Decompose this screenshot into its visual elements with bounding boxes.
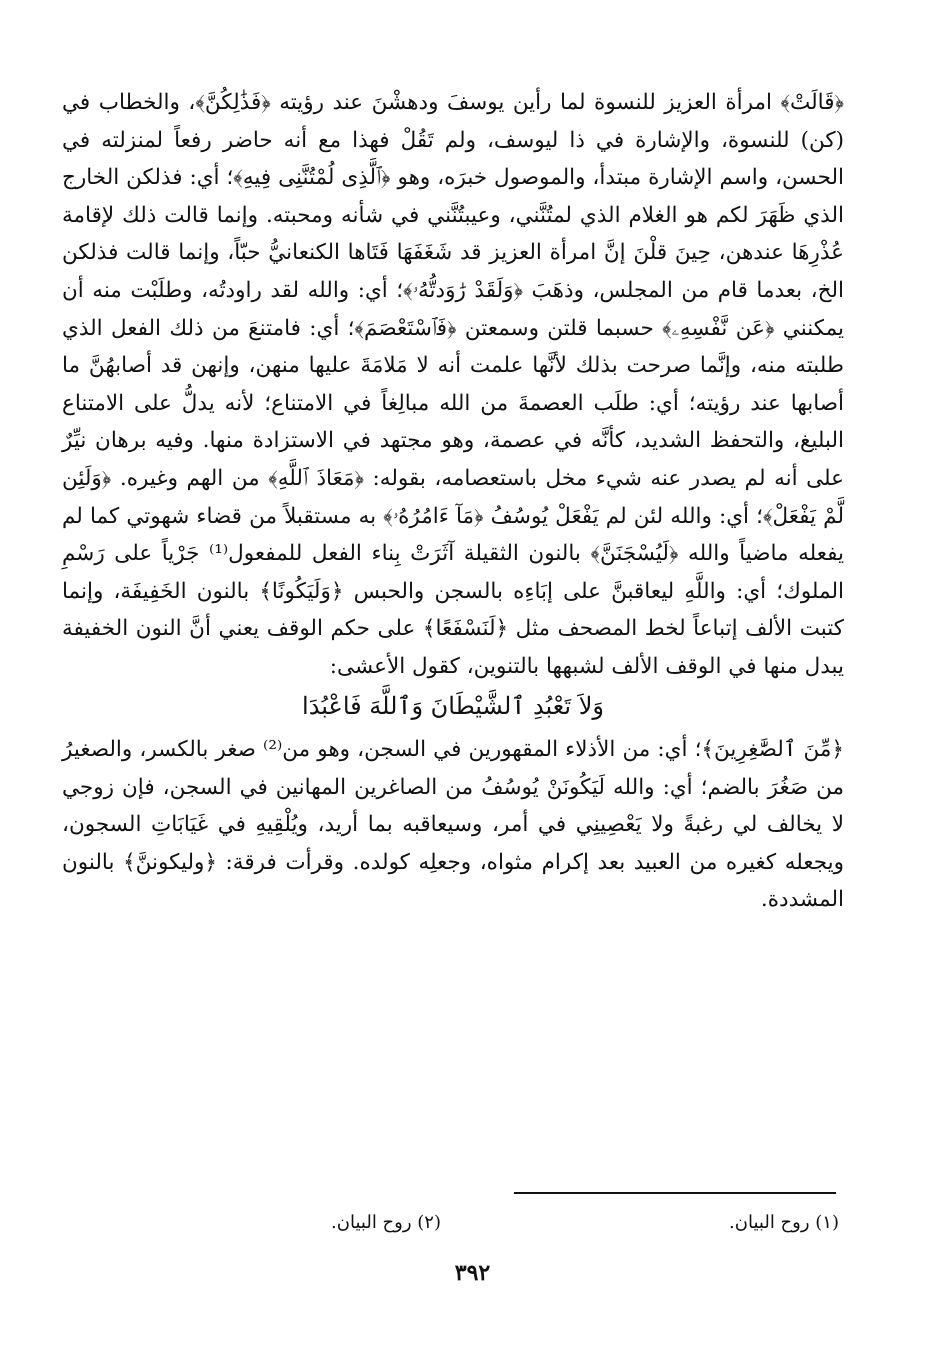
poetry-verse: وَلاَ تَعْبُدِ ٱلشَّيْطَانَ وَٱللَّهَ فَاعْبُدَا (302, 691, 604, 720)
paragraph-2: ﴿مِّنَ ٱلصَّٰغِرِينَ﴾؛ أي: من الأذلاء المقهورين في السجن، وهو من⁽²⁾ صغر بالكسر، والصغيرُ من صَغُرَ بالضم؛ أي: والله لَيَكُونَنْ يُوسُفُ من الصاغرين المهانين في السجن، فإن زوجي لا يخالف لي رغبةً ولا يَعْصِينِي في أمر، وسيعاقبه بما أريد، ويُلْقِيهِ في غَيَابَاتِ السجون، ويجعله كغيره من العبيد بعد إكرام مثواه، وجعلِه كولده. وقرأت فرقة: ﴿وليكوننَّ﴾ بالنون المشددة. (62, 737, 844, 913)
footnote-separator (514, 1192, 836, 1194)
footnote-1: (١) روح البيان. (729, 1212, 839, 1233)
paragraph-1: ﴿قَالَتْ﴾ امرأة العزيز للنسوة لما رأين يوسفَ ودهشْنَ عند رؤيته ﴿فَذَٰلِكُنَّ﴾، والخطاب في (كن) للنسوة، والإشارة في ذا ليوسف، ولم تَقُلْ فهذا مع أنه حاضر رفعاً لمنزلته في الحسن، واسم الإشارة مبتدأ، والموصول خبرَه، وهو ﴿ٱلَّذِى لُمْتُنَّنِى فِيهِ﴾؛ أي: فذلكن الخارج الذي ظَهَرَ لكم هو الغلام الذي لمتُنَّني، وعيبتُنَّني في شأنه ومحبته. وإنما قالت ذلك لإقامة عُذْرِهَا عندهن، حِينَ قلْنَ إنَّ امرأة العزيز قد شَغَفَهَا فَتَاها الكنعانيُّ حبّاً، وإنما قالت فذلكن الخ، بعدما قام من المجلس، وذهَبَ ﴿وَلَقَدْ رَٰوَدتُّهُۥ﴾؛ أي: والله لقد راودتُه، وطلَبْت منه أن يمكنني ﴿عَن نَّفْسِهِۦ﴾ حسبما قلتن وسمعتن ﴿فَٱسْتَعْصَمَ﴾؛ أي: فامتنعَ من ذلك الفعل الذي طلبته منه، وإنَّما صرحت بذلك لأنَّها علمت أنه لا مَلامَةَ عليها منهن، وإنهن قد أصابهُنَّ ما أصابها عند رؤيته؛ أي: طلَب العصمةَ من الله مبالِغاً في الامتناع؛ لأنه يدلُّ على الامتناع البليغ، والتحفظ الشديد، كأنَّه في عصمة، وهو مجتهد في الاستزادة منها. وفيه برهان نيِّرٌ على أنه لم يصدر عنه شيء مخل باستعصامه، بقوله: ﴿مَعَاذَ ٱللَّهِ﴾ من الهم وغيره. ﴿وَلَئِن لَّمْ يَفْعَلْ﴾؛ أي: والله لئن لم يَفْعَلْ يُوسُفُ ﴿مَآ ءَامُرُهُۥ﴾ به مستقبلاً من قضاء شهوتي كما لم يفعله ماضياً والله ﴿لَيُسْجَنَنَّ﴾ بالنون الثقيلة آثَرَتْ بِناء الفعل للمفعول⁽¹⁾ جَرْياً على رَسْمِ الملوك؛ أي: واللَّهِ ليعاقبنَّ على إبَاءِه بالسجن والحبس ﴿وَلَيَكُونًا﴾ بالنون الخَفِيفَة، وإنما كتبت الألف إتباعاً لخط المصحف مثل ﴿لَنَسْفَعًا﴾ على حكم الوقف يعني أنَّ النون الخفيفة يبدل منها في الوقف الألف لشبهها بالتنوين، كقول الأعشى: (62, 90, 844, 679)
page-number: ٣٩٢ (454, 1260, 491, 1286)
footnote-2: (٢) روح البيان. (331, 1212, 441, 1233)
main-text (62, 84, 844, 919)
